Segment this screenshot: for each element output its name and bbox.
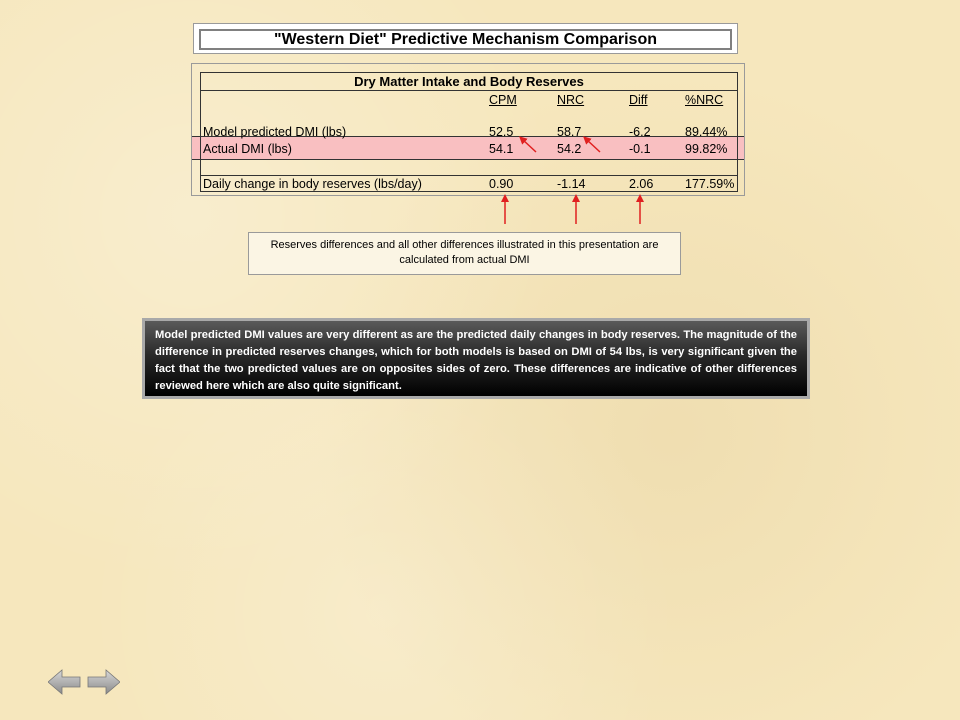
pct-nrc-value: 99.82% <box>685 142 728 156</box>
cpm-value: 52.5 <box>489 125 514 139</box>
pct-nrc-value: 177.59% <box>685 177 735 191</box>
cpm-value: 0.90 <box>489 177 514 191</box>
cpm-value: 54.1 <box>489 142 514 156</box>
nrc-value: 54.2 <box>557 142 582 156</box>
page-title: "Western Diet" Predictive Mechanism Comparison <box>199 29 732 50</box>
table-divider <box>201 175 737 176</box>
pct-nrc-value: 89.44% <box>685 125 728 139</box>
dmi-table <box>200 72 738 192</box>
diff-value: -6.2 <box>629 125 651 139</box>
column-header-pct-nrc: %NRC <box>685 93 724 107</box>
row-label: Actual DMI (lbs) <box>203 142 292 156</box>
dmi-table-panel <box>191 63 745 196</box>
row-label: Model predicted DMI (lbs) <box>203 125 347 139</box>
nrc-value: 58.7 <box>557 125 582 139</box>
nrc-value: -1.14 <box>557 177 586 191</box>
arrow-right-icon[interactable] <box>86 668 120 696</box>
row-label: Daily change in body reserves (lbs/day) <box>203 177 422 191</box>
table-heading: Dry Matter Intake and Body Reserves <box>201 73 737 91</box>
description-box: Model predicted DMI values are very different as are the predicted daily changes in body reserves. The magnitude of the difference in predicted reserves changes, which for both models is based on DMI of 54 lbs, is very significant given the fact that the two predicted values are on opposites sides of zero. These differences are indicative of other differences reviewed here which are also quite significant. <box>142 318 810 399</box>
title-box <box>193 23 738 54</box>
arrow-left-icon[interactable] <box>48 668 82 696</box>
column-header-diff: Diff <box>629 93 648 107</box>
diff-value: 2.06 <box>629 177 654 191</box>
diff-value: -0.1 <box>629 142 651 156</box>
column-header-cpm: CPM <box>489 93 517 107</box>
column-header-nrc: NRC <box>557 93 585 107</box>
note-box: Reserves differences and all other differences illustrated in this presentation are calculated from actual DMI <box>248 232 681 275</box>
